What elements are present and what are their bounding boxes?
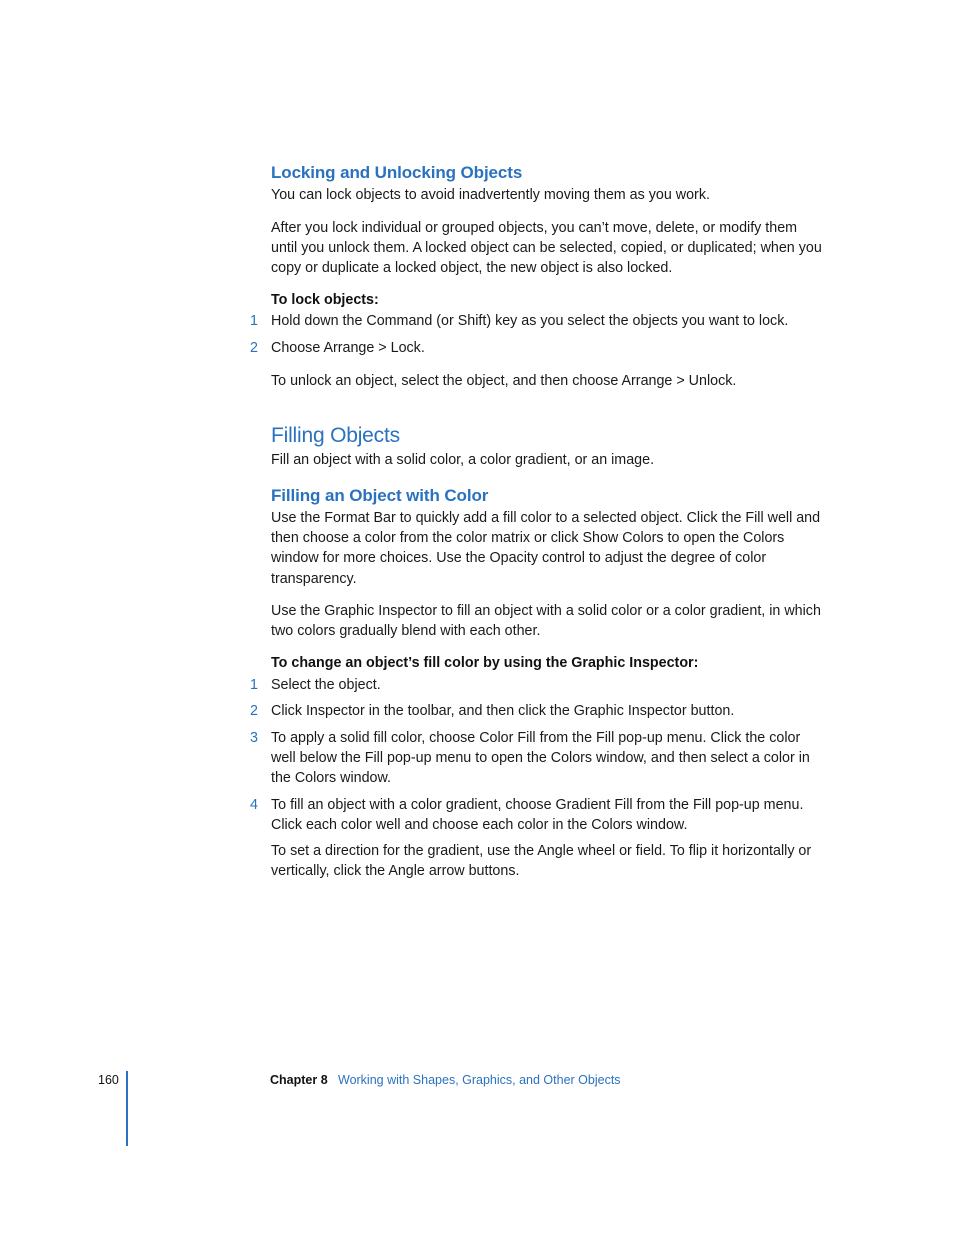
locking-paragraph: After you lock individual or grouped objects, you can’t move, delete, or modify them until you unlock them. A locked object can be selected, copied, or duplicated; when you copy or duplicate a locked object, the new object is also locked. xyxy=(271,220,822,277)
chapter-label: Chapter 8 xyxy=(270,1073,328,1087)
footer-rule xyxy=(126,1071,128,1146)
step-number: 2 xyxy=(250,340,258,356)
gradient-direction-paragraph: To set a direction for the gradient, use the Angle wheel or field. To flip it horizontally or vertically, click the Angle arrow buttons. xyxy=(271,843,812,880)
fill-color-paragraph-2: Use the Graphic Inspector to fill an object with a solid color or a color gradient, in which two colors gradually blend with each other. xyxy=(271,603,821,640)
section-heading-fill-color: Filling an Object with Color xyxy=(271,486,489,505)
page-number: 160 xyxy=(98,1073,119,1087)
section-heading-filling: Filling Objects xyxy=(271,424,400,447)
step-number: 1 xyxy=(250,677,258,693)
step-number: 4 xyxy=(250,797,258,813)
section-heading-locking: Locking and Unlocking Objects xyxy=(271,163,523,182)
step-text: To fill an object with a color gradient, choose Gradient Fill from the Fill pop-up menu. Click each color well and choose each color in the Colors window. xyxy=(271,797,804,834)
step-text: Click Inspector in the toolbar, and then click the Graphic Inspector button. xyxy=(271,703,735,719)
step-text: Select the object. xyxy=(271,677,381,693)
fill-steps-lead: To change an object’s fill color by using the Graphic Inspector: xyxy=(271,655,699,671)
step-number: 2 xyxy=(250,703,258,719)
chapter-title: Working with Shapes, Graphics, and Other Objects xyxy=(338,1073,621,1087)
filling-intro: Fill an object with a solid color, a color gradient, or an image. xyxy=(271,452,655,468)
step-text: To apply a solid fill color, choose Color Fill from the Fill pop-up menu. Click the color well below the Fill pop-up menu to open the Colors window, and then select a color in the Colors window. xyxy=(271,730,810,787)
locking-intro: You can lock objects to avoid inadvertently moving them as you work. xyxy=(271,187,710,203)
unlock-paragraph: To unlock an object, select the object, and then choose Arrange > Unlock. xyxy=(271,373,737,389)
step-number: 3 xyxy=(250,730,258,746)
fill-color-paragraph-1: Use the Format Bar to quickly add a fill color to a selected object. Click the Fill well and then choose a color from the color matrix or click Show Colors to open the Colors window for more choices. Use the Opacity control to adjust the degree of color transparency. xyxy=(271,510,821,587)
step-text: Choose Arrange > Lock. xyxy=(271,340,425,356)
step-number: 1 xyxy=(250,313,258,329)
lock-steps-lead: To lock objects: xyxy=(271,292,379,308)
step-text: Hold down the Command (or Shift) key as you select the objects you want to lock. xyxy=(271,313,789,329)
